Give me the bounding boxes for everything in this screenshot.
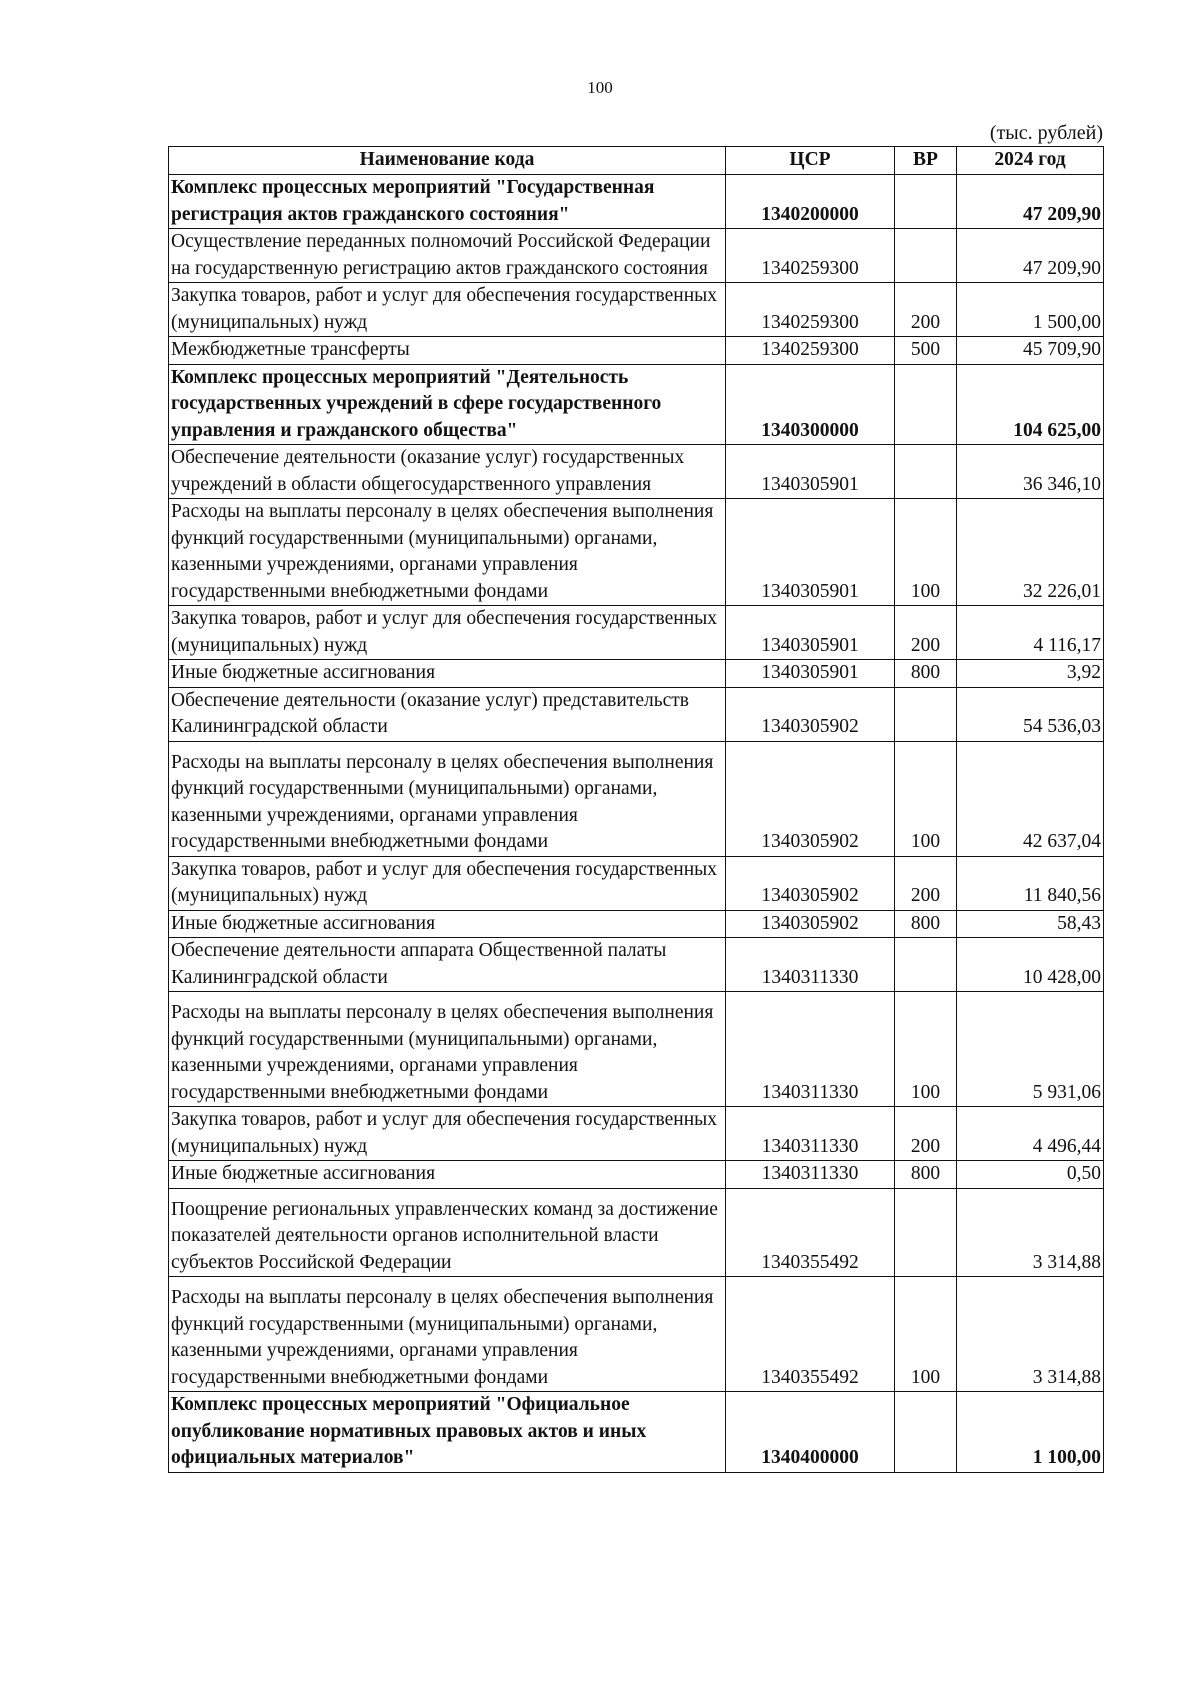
cell-vr: 100	[895, 499, 957, 606]
cell-vr	[895, 938, 957, 992]
cell-vr: 100	[895, 1277, 957, 1392]
cell-name: Расходы на выплаты персоналу в целях обеспечения выполнения функций государственными (муниципальными) органами, казенными учреждениями, органами управления государственными внебюджетными фондами	[169, 1277, 726, 1392]
header-row	[169, 147, 1104, 175]
table-row	[169, 687, 1104, 741]
table-row	[169, 1107, 1104, 1161]
cell-name: Иные бюджетные ассигнования	[169, 660, 726, 688]
cell-vr: 200	[895, 1107, 957, 1161]
table-row	[169, 1277, 1104, 1392]
cell-name: Закупка товаров, работ и услуг для обеспечения государственных (муниципальных) нужд	[169, 283, 726, 337]
cell-amount: 42 637,04	[957, 741, 1104, 856]
cell-name: Комплекс процессных мероприятий "Деятельность государственных учреждений в сфере государственного управления и гражданского общества"	[169, 364, 726, 445]
cell-csr: 1340305901	[726, 606, 895, 660]
cell-name: Закупка товаров, работ и услуг для обеспечения государственных (муниципальных) нужд	[169, 1107, 726, 1161]
table-row	[169, 1161, 1104, 1189]
cell-amount: 10 428,00	[957, 938, 1104, 992]
table-row	[169, 1392, 1104, 1473]
cell-csr: 1340311330	[726, 992, 895, 1107]
cell-name: Обеспечение деятельности (оказание услуг) представительств Калининградской области	[169, 687, 726, 741]
cell-amount: 3,92	[957, 660, 1104, 688]
cell-csr: 1340259300	[726, 283, 895, 337]
cell-csr: 1340305902	[726, 856, 895, 910]
cell-name: Комплекс процессных мероприятий "Официальное опубликование нормативных правовых актов и иных официальных материалов"	[169, 1392, 726, 1473]
cell-name: Закупка товаров, работ и услуг для обеспечения государственных (муниципальных) нужд	[169, 856, 726, 910]
header-name: Наименование кода	[169, 147, 726, 175]
cell-csr: 1340259300	[726, 337, 895, 365]
cell-vr	[895, 364, 957, 445]
table-row	[169, 445, 1104, 499]
cell-name: Расходы на выплаты персоналу в целях обеспечения выполнения функций государственными (муниципальными) органами, казенными учреждениями, органами управления государственными внебюджетными фондами	[169, 741, 726, 856]
header-year: 2024 год	[957, 147, 1104, 175]
table-row	[169, 741, 1104, 856]
cell-amount: 47 209,90	[957, 175, 1104, 229]
cell-csr: 1340200000	[726, 175, 895, 229]
table-row	[169, 856, 1104, 910]
table-row	[169, 499, 1104, 606]
cell-vr	[895, 687, 957, 741]
cell-name: Межбюджетные трансферты	[169, 337, 726, 365]
budget-table	[168, 146, 1104, 1473]
cell-vr: 500	[895, 337, 957, 365]
cell-vr: 100	[895, 992, 957, 1107]
cell-csr: 1340400000	[726, 1392, 895, 1473]
cell-csr: 1340305902	[726, 741, 895, 856]
cell-vr	[895, 445, 957, 499]
cell-amount: 32 226,01	[957, 499, 1104, 606]
cell-csr: 1340305901	[726, 660, 895, 688]
cell-amount: 3 314,88	[957, 1277, 1104, 1392]
cell-vr: 800	[895, 1161, 957, 1189]
cell-csr: 1340259300	[726, 229, 895, 283]
table-row	[169, 938, 1104, 992]
table-body	[169, 175, 1104, 1473]
cell-name: Расходы на выплаты персоналу в целях обеспечения выполнения функций государственными (муниципальными) органами, казенными учреждениями, органами управления государственными внебюджетными фондами	[169, 992, 726, 1107]
cell-amount: 54 536,03	[957, 687, 1104, 741]
table-row	[169, 229, 1104, 283]
cell-vr: 800	[895, 660, 957, 688]
cell-amount: 36 346,10	[957, 445, 1104, 499]
cell-name: Комплекс процессных мероприятий "Государственная регистрация актов гражданского состояния"	[169, 175, 726, 229]
cell-vr	[895, 1392, 957, 1473]
cell-csr: 1340311330	[726, 1161, 895, 1189]
cell-amount: 58,43	[957, 910, 1104, 938]
cell-csr: 1340355492	[726, 1277, 895, 1392]
table-row	[169, 175, 1104, 229]
header-csr: ЦСР	[726, 147, 895, 175]
cell-name: Осуществление переданных полномочий Российской Федерации на государственную регистрацию актов гражданского состояния	[169, 229, 726, 283]
cell-vr: 200	[895, 606, 957, 660]
cell-vr: 100	[895, 741, 957, 856]
cell-amount: 45 709,90	[957, 337, 1104, 365]
table-row	[169, 910, 1104, 938]
cell-vr: 200	[895, 283, 957, 337]
page-number: 100	[587, 78, 613, 97]
cell-name: Обеспечение деятельности (оказание услуг) государственных учреждений в области общегосударственного управления	[169, 445, 726, 499]
table-row	[169, 283, 1104, 337]
table-row	[169, 1188, 1104, 1277]
cell-vr	[895, 175, 957, 229]
cell-name: Иные бюджетные ассигнования	[169, 1161, 726, 1189]
cell-name: Закупка товаров, работ и услуг для обеспечения государственных (муниципальных) нужд	[169, 606, 726, 660]
table-row	[169, 660, 1104, 688]
cell-csr: 1340305902	[726, 687, 895, 741]
cell-amount: 3 314,88	[957, 1188, 1104, 1277]
cell-vr	[895, 229, 957, 283]
cell-vr	[895, 1188, 957, 1277]
table-row	[169, 992, 1104, 1107]
table-row	[169, 337, 1104, 365]
cell-amount: 11 840,56	[957, 856, 1104, 910]
cell-amount: 104 625,00	[957, 364, 1104, 445]
cell-vr: 800	[895, 910, 957, 938]
units-label: (тыс. рублей)	[989, 122, 1103, 144]
cell-vr: 200	[895, 856, 957, 910]
cell-name: Расходы на выплаты персоналу в целях обеспечения выполнения функций государственными (муниципальными) органами, казенными учреждениями, органами управления государственными внебюджетными фондами	[169, 499, 726, 606]
cell-amount: 4 496,44	[957, 1107, 1104, 1161]
table-header	[169, 147, 1104, 175]
cell-name: Иные бюджетные ассигнования	[169, 910, 726, 938]
cell-amount: 1 100,00	[957, 1392, 1104, 1473]
table-row	[169, 606, 1104, 660]
cell-csr: 1340305902	[726, 910, 895, 938]
cell-amount: 47 209,90	[957, 229, 1104, 283]
cell-amount: 5 931,06	[957, 992, 1104, 1107]
table-row	[169, 364, 1104, 445]
cell-csr: 1340305901	[726, 499, 895, 606]
cell-amount: 0,50	[957, 1161, 1104, 1189]
cell-name: Обеспечение деятельности аппарата Общественной палаты Калининградской области	[169, 938, 726, 992]
header-vr: ВР	[895, 147, 957, 175]
cell-csr: 1340311330	[726, 1107, 895, 1161]
cell-amount: 4 116,17	[957, 606, 1104, 660]
cell-csr: 1340305901	[726, 445, 895, 499]
cell-amount: 1 500,00	[957, 283, 1104, 337]
cell-csr: 1340300000	[726, 364, 895, 445]
cell-name: Поощрение региональных управленческих команд за достижение показателей деятельности органов исполнительной власти субъектов Российской Федерации	[169, 1188, 726, 1277]
cell-csr: 1340311330	[726, 938, 895, 992]
cell-csr: 1340355492	[726, 1188, 895, 1277]
